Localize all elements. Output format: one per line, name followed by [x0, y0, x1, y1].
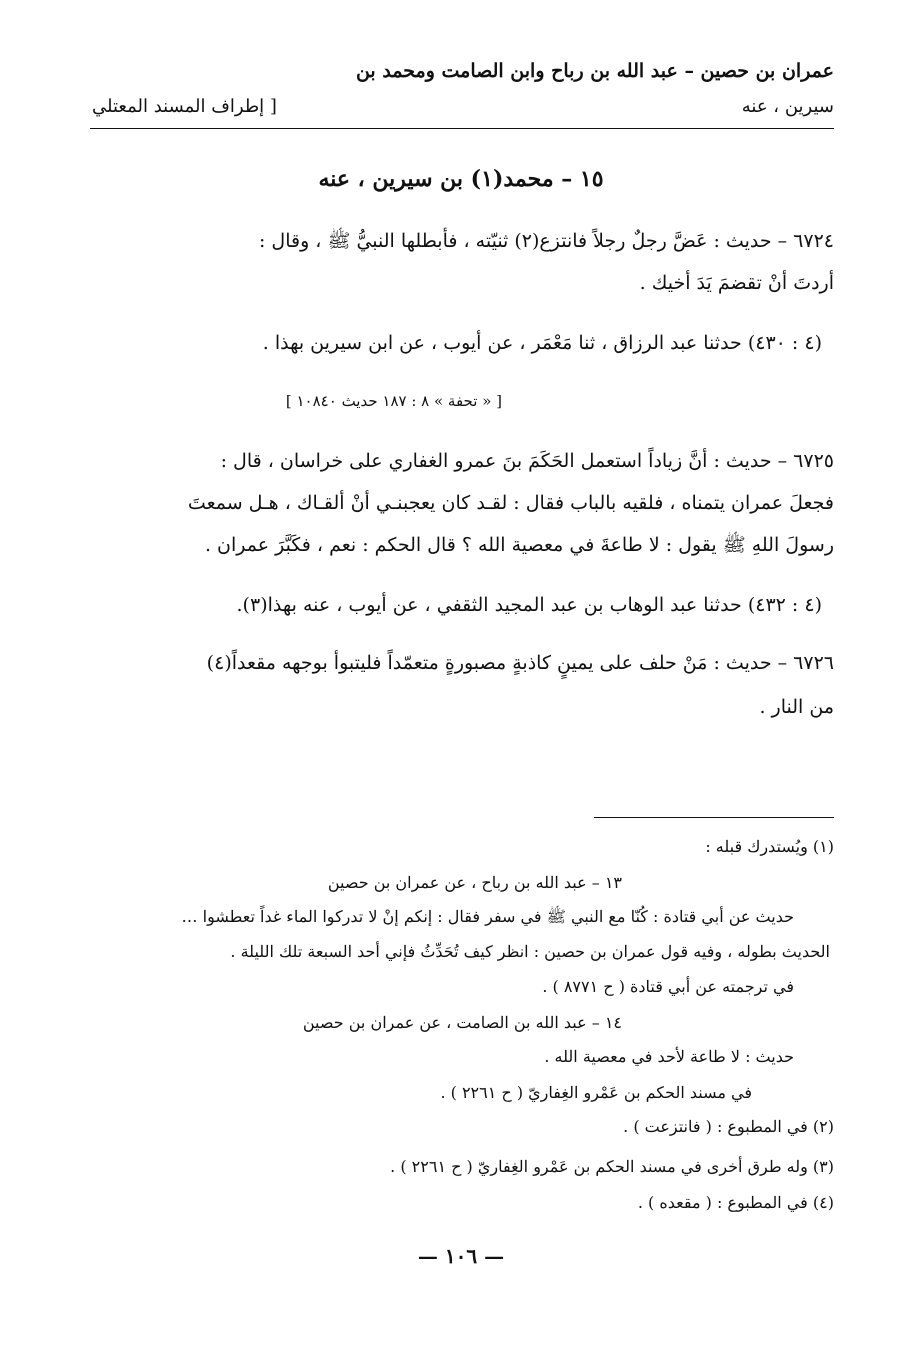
- hadith-6724-reference: [ « تحفة » ٨ : ١٨٧ حديث ١٠٨٤٠ ]: [285, 392, 502, 410]
- page-number: — ١٠٦ —: [417, 1244, 505, 1268]
- running-header-title: عمران بن حصين – عبد الله بن رباح وابن الصامت ومحمد بن: [355, 60, 834, 82]
- section-title: ١٥ – محمد(١) بن سيرين ، عنه: [318, 166, 604, 192]
- hadith-6725-source: (٤ : ٤٣٢) حدثنا عبد الوهاب بن عبد المجيد الثقفي ، عن أيوب ، عنه بهذا(٣).: [236, 594, 822, 616]
- hadith-6724-line2: أردتَ أنْ تقضمَ يَدَ أخيك .: [639, 272, 834, 294]
- hadith-6726-line1: ٦٧٢٦ – حديث : مَنْ حلف على يمينٍ كاذبةٍ مصبورةٍ متعمّداً فليتبوأ بوجهه مقعداً(٤): [206, 652, 834, 674]
- hadith-6725-line2: فجعلَ عمران يتمناه ، فلقيه بالباب فقال : لقـد كان يعجبنـي أنْ ألقـاك ، هـل سمعتَ: [187, 492, 834, 514]
- hadith-6725-line1: ٦٧٢٥ – حديث : أنَّ زياداً استعمل الحَكَمَ بنَ عمرو الغفاري على خراسان ، قال :: [220, 450, 834, 472]
- footnote-4: (٤) في المطبوع : ( مقعده ) .: [637, 1193, 834, 1212]
- footnote-1-line: في مسند الحكم بن عَمْرو الغِفاريّ ( ح ٢٢٦١ ) .: [440, 1083, 752, 1102]
- footnote-1: (١) ويُستدرك قبله :: [705, 837, 834, 856]
- footnote-2: (٢) في المطبوع : ( فانتزعت ) .: [623, 1117, 834, 1136]
- hadith-6724-source: (٤ : ٤٣٠) حدثنا عبد الرزاق ، ثنا مَعْمَر ، عن أيوب ، عن ابن سيرين بهذا .: [262, 332, 822, 354]
- hadith-6724-line1: ٦٧٢٤ – حديث : عَضَّ رجلٌ رجلاً فانتزع(٢) ثنيّته ، فأبطلها النبيُّ ﷺ ، وقال :: [258, 230, 834, 252]
- running-header-subtitle: سيرين ، عنه: [741, 96, 834, 117]
- footnote-rule: [594, 817, 834, 818]
- footnote-1-line: في ترجمته عن أبي قتادة ( ح ٨٧٧١ ) .: [542, 977, 794, 996]
- footnote-1-line: حديث : لا طاعة لأحد في معصية الله .: [544, 1047, 794, 1066]
- running-header-book: [ إطراف المسند المعتلي: [92, 96, 277, 117]
- hadith-6725-line3: رسولَ اللهِ ﷺ يقول : لا طاعةَ في معصية الله ؟ قال الحكم : نعم ، فكَبَّرَ عمران .: [204, 534, 834, 556]
- footnote-1-line: حديث عن أبي قتادة : كُنّا مع النبي ﷺ في سفر فقال : إنكم إنْ لا تدركوا الماء غداً تعطشوا …: [181, 907, 794, 926]
- header-rule: [90, 128, 834, 129]
- hadith-6726-line2: من النار .: [759, 696, 834, 718]
- footnote-1-heading-14: ١٤ – عبد الله بن الصامت ، عن عمران بن حصين: [302, 1013, 622, 1032]
- footnote-3: (٣) وله طرق أخرى في مسند الحكم بن عَمْرو الغِفاريّ ( ح ٢٢٦١ ) .: [390, 1157, 834, 1176]
- footnote-1-heading-13: ١٣ – عبد الله بن رباح ، عن عمران بن حصين: [327, 873, 622, 892]
- footnote-1-line: الحديث بطوله ، وفيه قول عمران بن حصين : انظر كيف تُحَدِّثُ فإني أحد السبعة تلك الليلة .: [230, 942, 830, 961]
